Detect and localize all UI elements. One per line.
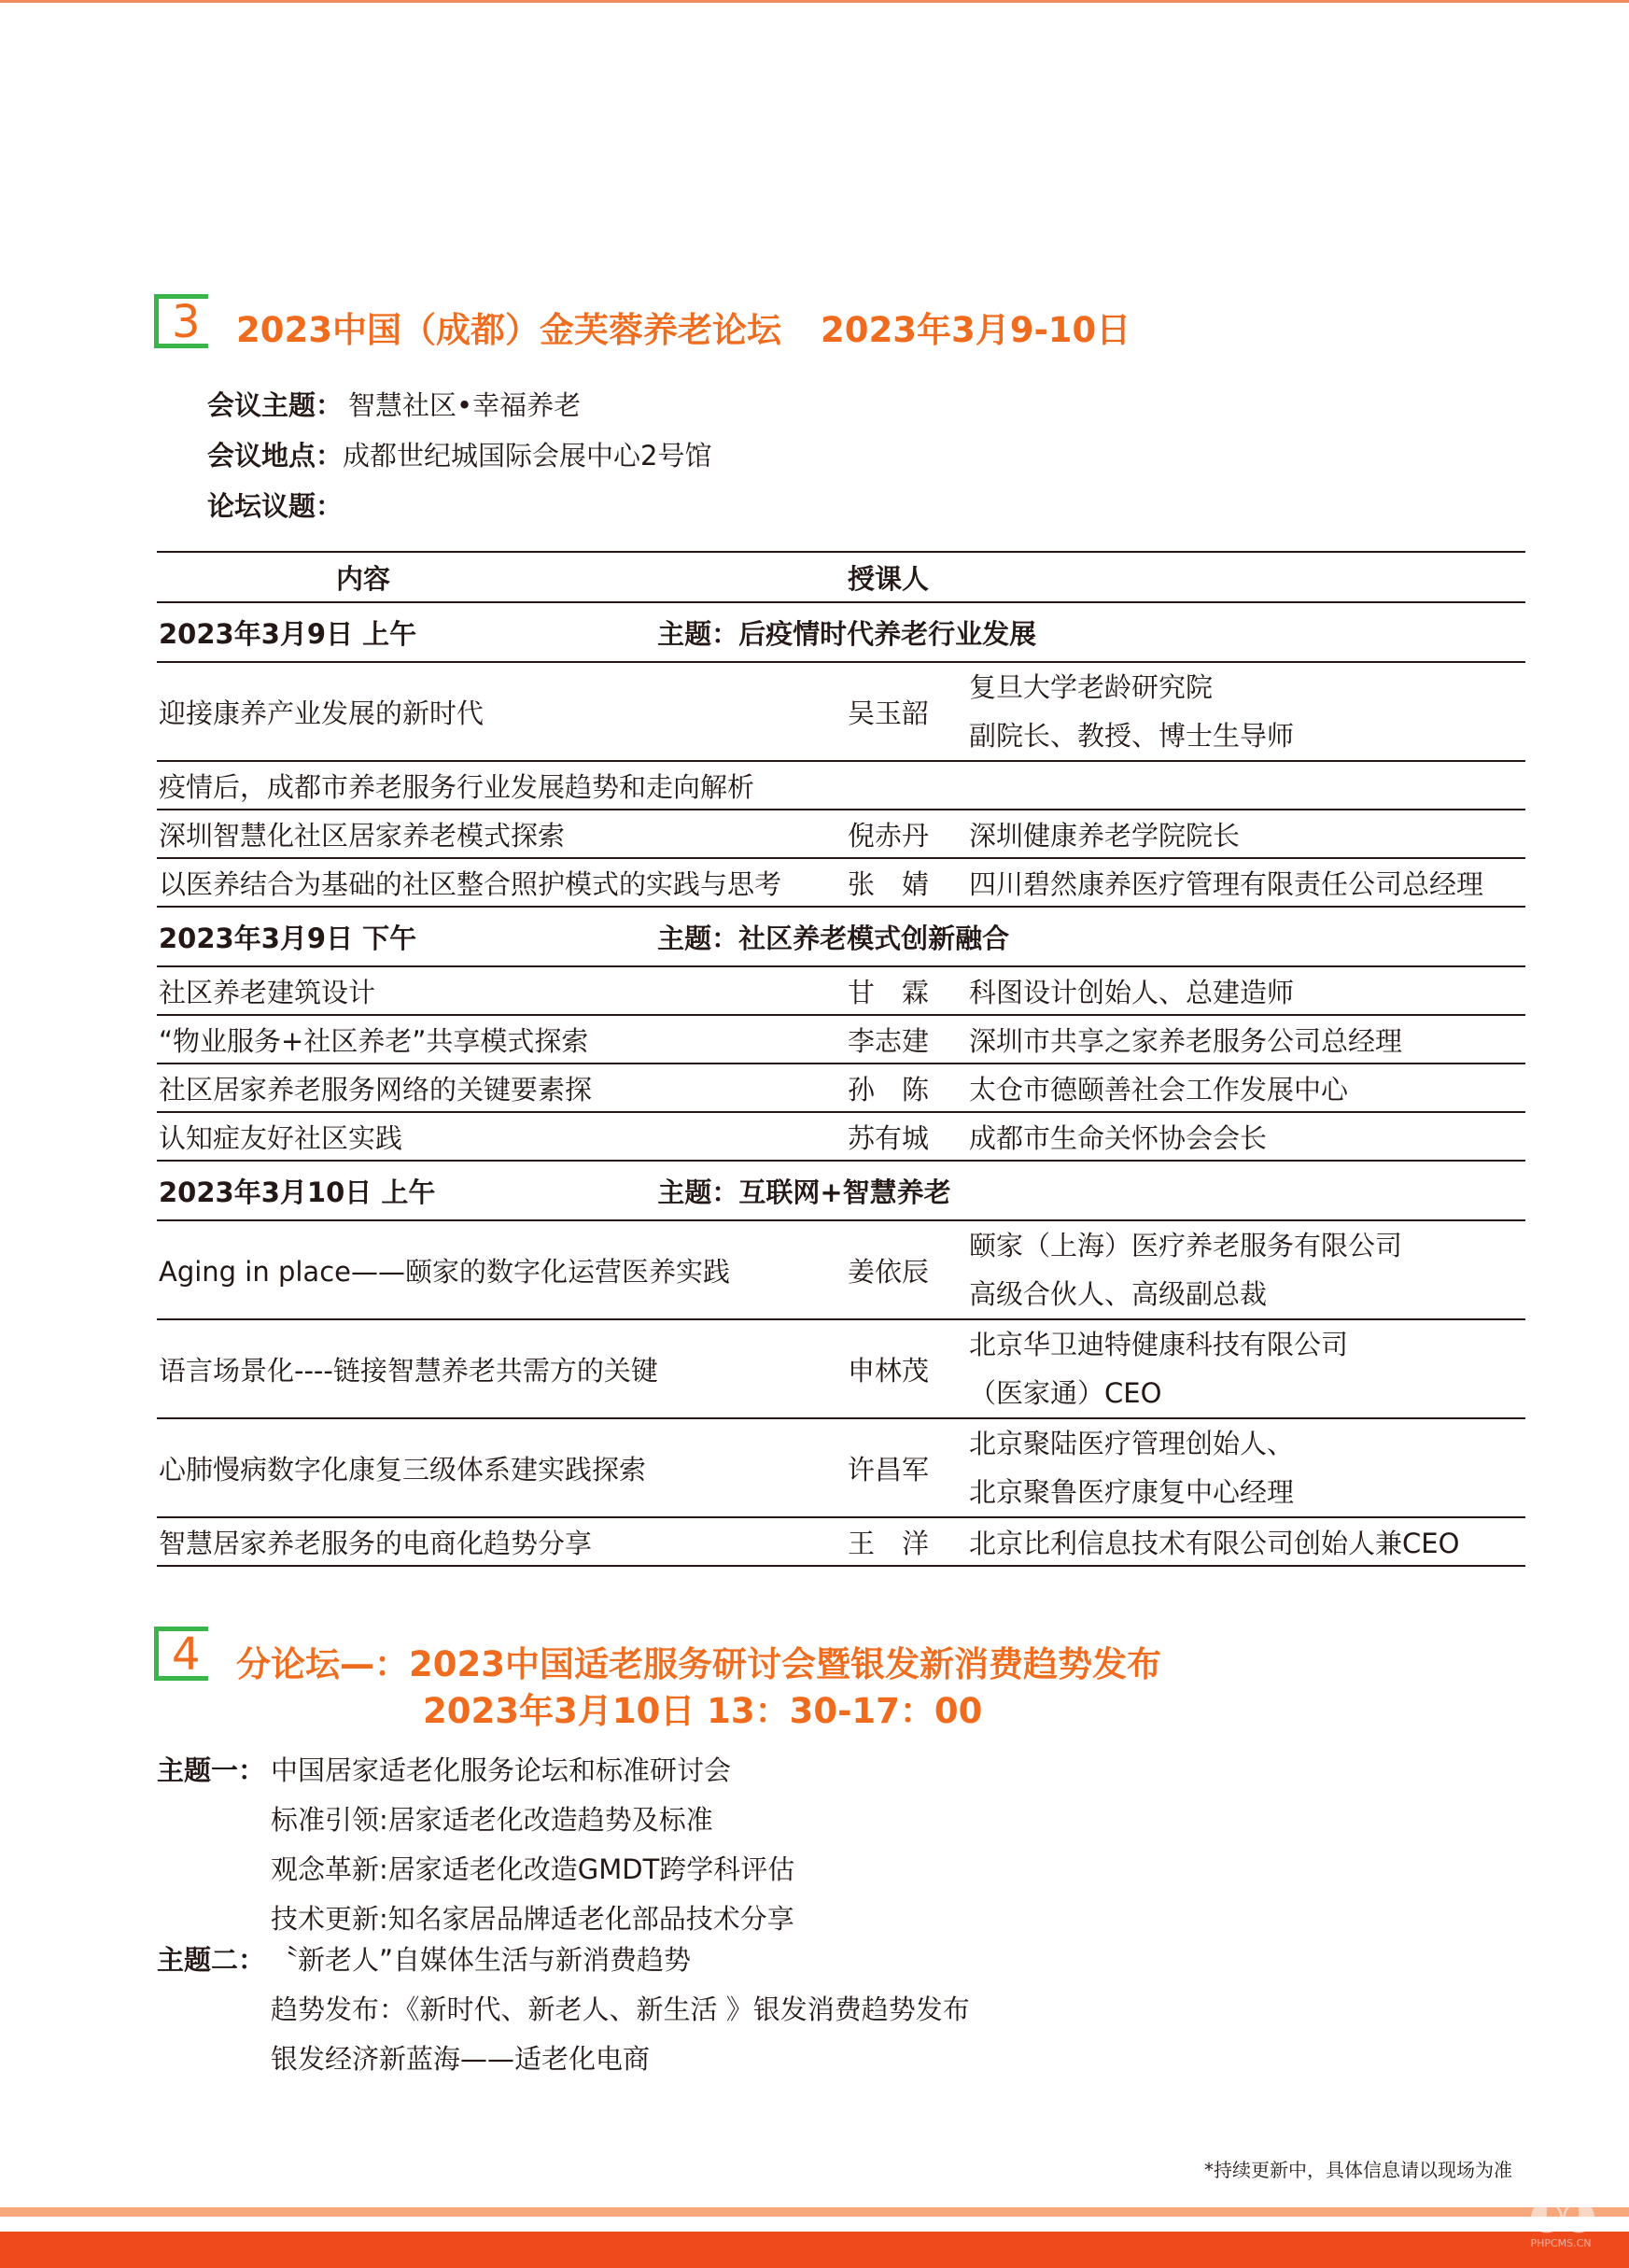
session-row [157, 907, 1525, 966]
theme-two-line: 〝新老人”自媒体生活与新消费趋势 [271, 1944, 692, 1976]
speaker-name: 许昌军 [846, 1418, 967, 1517]
talk-title: 智慧居家养老服务的电商化趋势分享 [157, 1517, 846, 1566]
table-row [157, 1418, 1525, 1517]
table-row [157, 1220, 1525, 1319]
meeting-venue-label: 会议地点： [207, 440, 344, 472]
theme-one-label: 主题一： [157, 1754, 266, 1786]
agenda-table [157, 551, 1525, 1567]
speaker-affiliation [967, 662, 1525, 761]
session-row [157, 1161, 1525, 1220]
table-row [157, 1517, 1525, 1566]
theme-one-line: 标准引领:居家适老化改造趋势及标准 [271, 1804, 713, 1836]
session-date: 2023年3月9日 上午 [159, 617, 417, 650]
speaker-affiliation [967, 1220, 1525, 1319]
table-row [157, 810, 1525, 858]
speaker-affiliation: 四川碧然康养医疗管理有限责任公司总经理 [967, 858, 1525, 907]
meeting-theme-label: 会议主题： [207, 389, 344, 421]
talk-title: “物业服务+社区养老”共享模式探索 [157, 1015, 846, 1064]
affiliation-line: 复旦大学老龄研究院 [969, 671, 1214, 703]
theme-one-line: 中国居家适老化服务论坛和标准研讨会 [271, 1754, 732, 1786]
table-row [157, 662, 1525, 761]
speaker-affiliation [967, 1418, 1525, 1517]
table-row [157, 761, 1525, 810]
speaker-name: 李志建 [846, 1015, 967, 1064]
affiliation-line: 高级合伙人、高级副总裁 [969, 1278, 1268, 1310]
session-theme: 主题：后疫情时代养老行业发展 [657, 617, 1037, 650]
meeting-theme [207, 385, 581, 423]
forum-topics [207, 486, 343, 524]
subforum-date: 2023年3月10日 13：30-17：00 [423, 1691, 983, 1731]
affiliation-line: （医家通）CEO [969, 1377, 1162, 1409]
meeting-venue-value: 成都世纪城国际会展中心2号馆 [343, 440, 712, 472]
speaker-affiliation: 太仓市德颐善社会工作发展中心 [967, 1064, 1525, 1112]
watermark-icon: ◐◑ [1528, 2191, 1594, 2238]
talk-title: 社区养老建筑设计 [157, 966, 846, 1015]
speaker-name: 张 婧 [846, 858, 967, 907]
speaker-affiliation: 成都市生命关怀协会会长 [967, 1112, 1525, 1161]
table-header [157, 552, 1525, 602]
theme-one-line: 观念革新:居家适老化改造GMDT跨学科评估 [271, 1853, 795, 1885]
talk-title: 深圳智慧化社区居家养老模式探索 [157, 810, 846, 858]
affiliation-line: 颐家（上海）医疗养老服务有限公司 [969, 1230, 1403, 1261]
affiliation-line: 副院长、教授、博士生导师 [969, 720, 1295, 752]
top-accent-line [0, 0, 1629, 3]
session-theme: 主题：社区养老模式创新融合 [657, 922, 1010, 954]
section-number: 4 [172, 1628, 201, 1681]
theme-one-block [157, 1746, 794, 1944]
talk-title: Aging in place——颐家的数字化运营医养实践 [157, 1220, 846, 1319]
footer-stripe [0, 2207, 1629, 2217]
table-row [157, 1064, 1525, 1112]
talk-title: 心肺慢病数字化康复三级体系建实践探索 [157, 1418, 846, 1517]
section-number-box [154, 1627, 208, 1681]
footnote: *持续更新中，具体信息请以现场为准 [1204, 2159, 1512, 2181]
table-row [157, 966, 1525, 1015]
table-row [157, 1112, 1525, 1161]
speaker-name: 申林茂 [846, 1319, 967, 1418]
forum-date: 2023年3月9-10日 [820, 310, 1131, 350]
speaker-name: 孙 陈 [846, 1064, 967, 1112]
speaker-affiliation: 科图设计创始人、总建造师 [967, 966, 1525, 1015]
session-date: 2023年3月9日 下午 [159, 922, 417, 954]
talk-title: 认知症友好社区实践 [157, 1112, 846, 1161]
section-number-box [154, 294, 208, 348]
talk-title: 以医养结合为基础的社区整合照护模式的实践与思考 [157, 858, 846, 907]
session-row [157, 602, 1525, 662]
affiliation-line: 北京聚鲁医疗康复中心经理 [969, 1476, 1295, 1508]
speaker-name: 王 洋 [846, 1517, 967, 1566]
session-theme: 主题：互联网+智慧养老 [657, 1176, 951, 1208]
meeting-venue [207, 435, 711, 473]
speaker-name: 吴玉韶 [846, 662, 967, 761]
speaker-affiliation: 深圳健康养老学院院长 [967, 810, 1525, 858]
theme-two-line: 银发经济新蓝海——适老化电商 [271, 2043, 651, 2075]
meeting-theme-value: 智慧社区•幸福养老 [348, 389, 582, 421]
footer-bar [0, 2232, 1629, 2268]
affiliation-line: 北京聚陆医疗管理创始人、 [969, 1428, 1295, 1459]
speaker-name: 倪赤丹 [846, 810, 967, 858]
session-date: 2023年3月10日 上午 [159, 1176, 436, 1208]
header-speaker: 授课人 [846, 552, 1525, 602]
talk-title: 语言场景化----链接智慧养老共需方的关键 [157, 1319, 846, 1418]
talk-title: 疫情后，成都市养老服务行业发展趋势和走向解析 [157, 761, 846, 810]
watermark-text: PHPCMS.CN [1530, 2237, 1592, 2249]
theme-two-line: 趋势发布：《新时代、新老人、新生活 》银发消费趋势发布 [271, 1993, 970, 2025]
speaker-affiliation [967, 761, 1525, 810]
speaker-name: 姜依辰 [846, 1220, 967, 1319]
table-row [157, 1319, 1525, 1418]
table-row [157, 858, 1525, 907]
theme-two-block [157, 1936, 970, 2084]
speaker-name: 苏有城 [846, 1112, 967, 1161]
speaker-affiliation: 北京比利信息技术有限公司创始人兼CEO [967, 1517, 1525, 1566]
section-title [236, 302, 1130, 352]
talk-title: 社区居家养老服务网络的关键要素探 [157, 1064, 846, 1112]
speaker-affiliation: 深圳市共享之家养老服务公司总经理 [967, 1015, 1525, 1064]
speaker-name [846, 761, 967, 810]
subforum-title: 分论坛—：2023中国适老服务研讨会暨银发新消费趋势发布 [236, 1644, 1161, 1684]
table-row [157, 1015, 1525, 1064]
speaker-affiliation [967, 1319, 1525, 1418]
theme-one-line: 技术更新:知名家居品牌适老化部品技术分享 [271, 1903, 794, 1935]
watermark-logo [1519, 2192, 1603, 2258]
header-content: 内容 [157, 552, 846, 602]
theme-two-label: 主题二： [157, 1944, 266, 1976]
forum-title: 2023中国（成都）金芙蓉养老论坛 [236, 310, 781, 350]
talk-title: 迎接康养产业发展的新时代 [157, 662, 846, 761]
affiliation-line: 北京华卫迪特健康科技有限公司 [969, 1329, 1349, 1360]
forum-topics-label: 论坛议题： [207, 490, 344, 522]
section-number: 3 [172, 296, 201, 348]
speaker-name: 甘 霖 [846, 966, 967, 1015]
